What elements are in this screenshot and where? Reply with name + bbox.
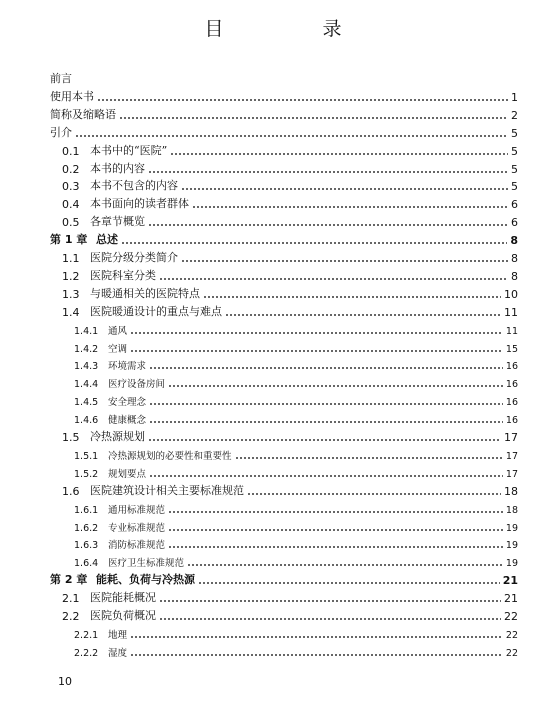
toc-entry-label: 医院建筑设计相关主要标准规范 (90, 483, 244, 497)
toc-entry-label: 地理 (108, 629, 128, 641)
toc-entry[interactable] (62, 211, 518, 229)
toc-entry-page: 15 (505, 343, 518, 355)
toc-entry[interactable] (50, 229, 518, 247)
toc-entry-page: 5 (511, 126, 518, 140)
leader-dots (130, 654, 503, 656)
toc-entry-label: 引介 (50, 125, 72, 139)
toc-entry-label: 总述 (96, 233, 118, 247)
toc-entry-label: 医院分级分类简介 (90, 251, 178, 264)
toc-entry-page: 21 (504, 592, 518, 606)
toc-entry[interactable] (74, 516, 518, 534)
toc-entry[interactable] (74, 372, 518, 390)
toc-entry[interactable] (62, 283, 518, 301)
leader-dots (181, 188, 508, 190)
toc-entry[interactable] (62, 175, 518, 193)
toc-entry[interactable] (74, 390, 518, 408)
toc-entry-label: 安全理念 (108, 397, 147, 409)
toc-entry[interactable] (50, 122, 518, 140)
toc-entry-number: 0.1 (62, 144, 80, 158)
toc-entry-page: 8 (510, 234, 518, 248)
toc-entry-label: 专业标准规范 (108, 522, 166, 534)
toc-entry[interactable] (50, 569, 518, 587)
toc-entry-label: 规划要点 (108, 468, 147, 480)
toc-entry[interactable] (50, 86, 518, 104)
leader-dots (159, 278, 508, 280)
toc-entry-label: 本书面向的读者群体 (90, 197, 189, 211)
toc-entry[interactable] (50, 68, 518, 86)
toc-entry-label: 环境需求 (108, 361, 147, 373)
toc-entry[interactable] (74, 641, 518, 659)
toc-entry-page: 16 (505, 361, 518, 373)
toc-entry-page: 2 (511, 108, 518, 122)
toc-entry-page: 6 (511, 216, 518, 230)
toc-entry-page: 21 (502, 574, 518, 588)
toc-entry-label: 通风 (108, 325, 128, 337)
leader-dots (149, 367, 503, 369)
leader-dots (148, 171, 508, 173)
leader-dots (148, 439, 501, 441)
leader-dots (149, 403, 503, 405)
toc-entry-number: 1.4.2 (74, 343, 99, 355)
toc-entry-number: 1.4 (62, 305, 80, 319)
leader-dots (97, 99, 508, 101)
toc-entry[interactable] (74, 498, 518, 516)
toc-entry-page: 22 (505, 629, 518, 641)
toc-entry-page: 8 (511, 269, 518, 283)
leader-dots (159, 600, 501, 602)
toc-entry[interactable] (74, 319, 518, 337)
leader-dots (130, 350, 503, 352)
leader-dots (247, 493, 501, 495)
toc-entry-page: 16 (505, 415, 518, 427)
leader-dots (168, 385, 503, 387)
toc-entry-page: 18 (505, 504, 518, 516)
toc-entry-page: 17 (505, 450, 518, 462)
toc-entry-page: 17 (504, 431, 518, 444)
toc-entry-page: 16 (505, 379, 518, 391)
toc-entry[interactable] (74, 444, 518, 462)
leader-dots (198, 582, 500, 584)
toc-entry-page: 5 (511, 144, 518, 158)
toc-entry-label: 健康概念 (108, 415, 147, 427)
toc-entry-number: 0.5 (62, 216, 80, 230)
toc-entry-page: 11 (505, 325, 518, 337)
leader-dots (149, 475, 503, 477)
toc-entry-number: 1.6 (62, 484, 80, 498)
toc-entry[interactable] (62, 301, 518, 319)
toc-entry[interactable] (62, 265, 518, 283)
leader-dots (192, 206, 508, 208)
toc-entry-page: 1 (511, 90, 518, 104)
toc-entry-number: 1.5 (62, 431, 80, 444)
toc-entry-label: 能耗、负荷与冷热源 (96, 573, 195, 587)
toc-entry-number: 第 1 章 (50, 233, 88, 247)
toc-entry[interactable] (74, 533, 518, 551)
toc-entry[interactable] (62, 193, 518, 211)
toc-entry-label: 湿度 (108, 647, 128, 659)
toc-entry-label: 使用本书 (50, 89, 94, 103)
toc-entry-page: 19 (505, 540, 518, 552)
toc-entry-label: 医院暖通设计的重点与难点 (90, 304, 222, 318)
toc-entry[interactable] (62, 480, 518, 498)
toc-entry-number: 1.4.6 (74, 415, 99, 427)
toc-entry[interactable] (50, 104, 518, 122)
toc-entry-number: 1.4.5 (74, 397, 99, 409)
toc-entry-label: 本书的内容 (90, 161, 145, 175)
toc-entry-page: 10 (504, 287, 518, 301)
toc-entry-label: 冷热源规划 (90, 430, 145, 443)
toc-entry-label: 与暖通相关的医院特点 (90, 286, 200, 300)
toc-entry-label: 本书不包含的内容 (90, 179, 178, 193)
toc-entry-page: 8 (511, 252, 518, 265)
toc-entry[interactable] (62, 140, 518, 158)
leader-dots (119, 117, 508, 119)
leader-dots (181, 260, 508, 262)
leader-dots (170, 153, 508, 155)
leader-dots (148, 224, 508, 226)
toc-entry-page: 19 (505, 558, 518, 570)
toc-entry-number: 0.3 (62, 180, 80, 194)
page-number: 10 (58, 675, 72, 688)
toc-entry-page: 5 (511, 162, 518, 176)
toc-entry-number: 0.4 (62, 198, 80, 212)
toc-entry[interactable] (62, 605, 518, 623)
toc-entry-label: 简称及缩略语 (50, 107, 116, 121)
toc-entry-number: 1.6.1 (74, 504, 99, 516)
toc-entry-label: 冷热源规划的必要性和重要性 (108, 450, 232, 462)
toc-entry[interactable] (62, 158, 518, 176)
toc-entry[interactable] (74, 337, 518, 355)
toc-entry[interactable] (74, 623, 518, 641)
toc-entry[interactable] (74, 551, 518, 569)
toc-entry-number: 1.1 (62, 252, 80, 265)
toc-entry-number: 第 2 章 (50, 573, 88, 587)
toc-entry[interactable] (62, 247, 518, 265)
leader-dots (187, 564, 503, 566)
toc-entry[interactable] (62, 426, 518, 444)
toc-entry-page: 22 (504, 610, 518, 623)
leader-dots (168, 511, 503, 513)
leader-dots (130, 636, 503, 638)
toc-entry-page: 16 (505, 397, 518, 409)
leader-dots (203, 296, 501, 298)
toc-entry-number: 0.2 (62, 162, 80, 176)
toc-entry[interactable] (62, 587, 518, 605)
toc-entry-number: 2.2.1 (74, 629, 99, 641)
leader-dots (168, 529, 503, 531)
toc-entry[interactable] (74, 354, 518, 372)
toc-entry-number: 1.3 (62, 287, 80, 301)
toc-entry-number: 1.5.2 (74, 468, 99, 480)
toc-entry-number: 2.2 (62, 610, 80, 623)
toc-entry-number: 1.4.3 (74, 361, 99, 373)
toc-entry[interactable] (74, 408, 518, 426)
toc-entry-number: 1.5.1 (74, 450, 99, 462)
toc-entry-label: 医院负荷概况 (90, 609, 156, 622)
toc-entry-number: 1.4.4 (74, 379, 99, 391)
toc-entry-number: 1.6.4 (74, 558, 99, 570)
leader-dots (225, 314, 501, 316)
leader-dots (130, 332, 503, 334)
toc-entry-label: 医院科室分类 (90, 268, 156, 282)
toc-entry-page: 19 (505, 522, 518, 534)
toc-entry-page: 18 (504, 484, 518, 498)
toc-entry-number: 1.6.2 (74, 522, 99, 534)
leader-dots (159, 618, 501, 620)
toc-entry-label: 前言 (50, 72, 72, 85)
toc-entry-label: 通用标准规范 (108, 504, 166, 516)
toc-entry-label: 消防标准规范 (108, 540, 166, 552)
leader-dots (235, 457, 503, 459)
leader-dots (149, 421, 503, 423)
toc-entry-label: 医疗卫生标准规范 (108, 558, 185, 570)
toc-entry-label: 空调 (108, 343, 128, 355)
toc-entry-label: 医院能耗概况 (90, 591, 156, 605)
toc-entry-page: 6 (511, 198, 518, 212)
toc-entry-label: 各章节概览 (90, 215, 145, 229)
leader-dots (75, 135, 508, 137)
toc-entry-number: 2.2.2 (74, 647, 99, 659)
toc-entry-page: 11 (504, 305, 518, 319)
leader-dots (168, 546, 503, 548)
toc-entry-number: 1.4.1 (74, 325, 99, 337)
toc-entry-number: 1.2 (62, 269, 80, 283)
toc-entry-page: 5 (511, 180, 518, 194)
toc-entry-label: 本书中的“医院” (90, 143, 168, 157)
leader-dots (121, 242, 507, 244)
toc-entry-page: 17 (505, 468, 518, 480)
toc-entry-label: 医疗设备房间 (108, 379, 166, 391)
toc-title: 目 录 (204, 18, 382, 40)
toc-entry[interactable] (74, 462, 518, 480)
toc-entry-number: 1.6.3 (74, 540, 99, 552)
toc-entry-page: 22 (505, 647, 518, 659)
toc-entry-number: 2.1 (62, 592, 80, 606)
